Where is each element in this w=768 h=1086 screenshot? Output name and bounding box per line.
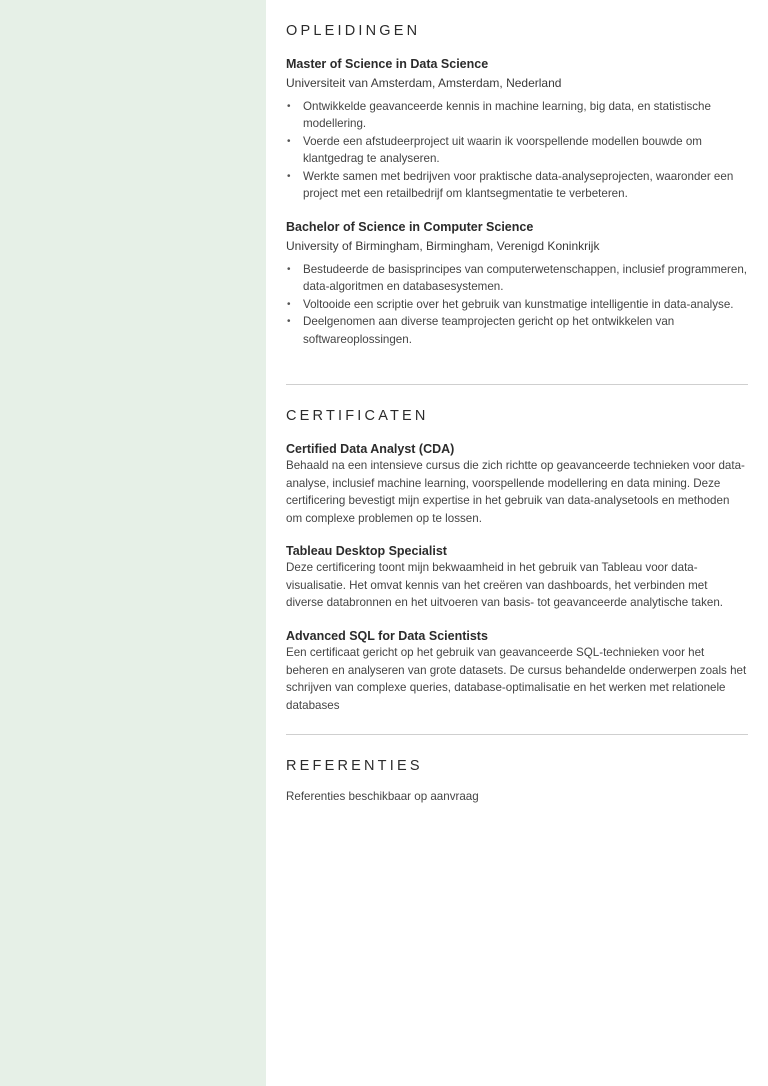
education-entry [286,57,748,202]
bullet-item: • Werkte samen met bedrijven voor praktische data-analyseprojecten, waaronder een project met een retailbedrijf om klantsegmentatie te verbeteren. [286,168,748,203]
certificate-entry [286,442,748,527]
education-heading: OPLEIDINGEN [286,23,421,39]
certificate-entry [286,544,748,612]
sidebar-panel [0,0,266,1086]
certificate-description: Deze certificering toont mijn bekwaamheid in het gebruik van Tableau voor data-visualisatie. Het omvat kennis van het creëren van dashboards, het verbinden met diverse databronnen en het uitvoeren van basis- tot geavanceerde analytische taken. [286,561,723,610]
bullet-item: • Deelgenomen aan diverse teamprojecten gericht op het ontwikkelen van softwareoplossingen. [286,313,748,348]
certificate-title: Advanced SQL for Data Scientists [286,629,488,643]
bullet-item: • Bestudeerde de basisprincipes van computerwetenschappen, inclusief programmeren, data-algoritmen en databasesystemen. [286,261,748,296]
certificates-heading: CERTIFICATEN [286,408,429,424]
institution: University of Birmingham, Birmingham, Verenigd Koninkrijk [286,239,600,253]
certificate-entry [286,629,748,714]
bullet-item: • Voltooide een scriptie over het gebruik van kunstmatige intelligentie in data-analyse. [286,296,748,313]
section-divider [286,384,748,385]
bullet-item: • Voerde een afstudeerproject uit waarin ik voorspellende modellen bouwde om klantgedrag te analyseren. [286,133,748,168]
degree-title: Master of Science in Data Science [286,57,489,71]
references-heading: REFERENTIES [286,758,423,774]
certificate-description: Behaald na een intensieve cursus die zich richtte op geavanceerde technieken voor data-analyse, inclusief machine learning, voorspellende modellering en data mining. Deze certificering bevestigt mijn expertise in het gebruik van data-analysetools en methoden om complexe problemen op te lossen. [286,459,745,525]
section-divider [286,734,748,735]
certificate-title: Tableau Desktop Specialist [286,544,447,558]
bullet-item: • Ontwikkelde geavanceerde kennis in machine learning, big data, en statistische modellering. [286,98,748,133]
certificate-title: Certified Data Analyst (CDA) [286,442,455,456]
certificate-description: Een certificaat gericht op het gebruik van geavanceerde SQL-technieken voor het beheren en analyseren van grote datasets. De cursus behandelde onderwerpen zoals het schrijven van complexe queries, database-optimalisatie en het werken met relationele databases [286,646,747,712]
education-bullets [286,261,748,348]
references-text: Referenties beschikbaar op aanvraag [286,790,479,803]
education-entry [286,220,748,348]
institution: Universiteit van Amsterdam, Amsterdam, Nederland [286,76,562,90]
degree-title: Bachelor of Science in Computer Science [286,220,534,234]
education-bullets [286,98,748,202]
